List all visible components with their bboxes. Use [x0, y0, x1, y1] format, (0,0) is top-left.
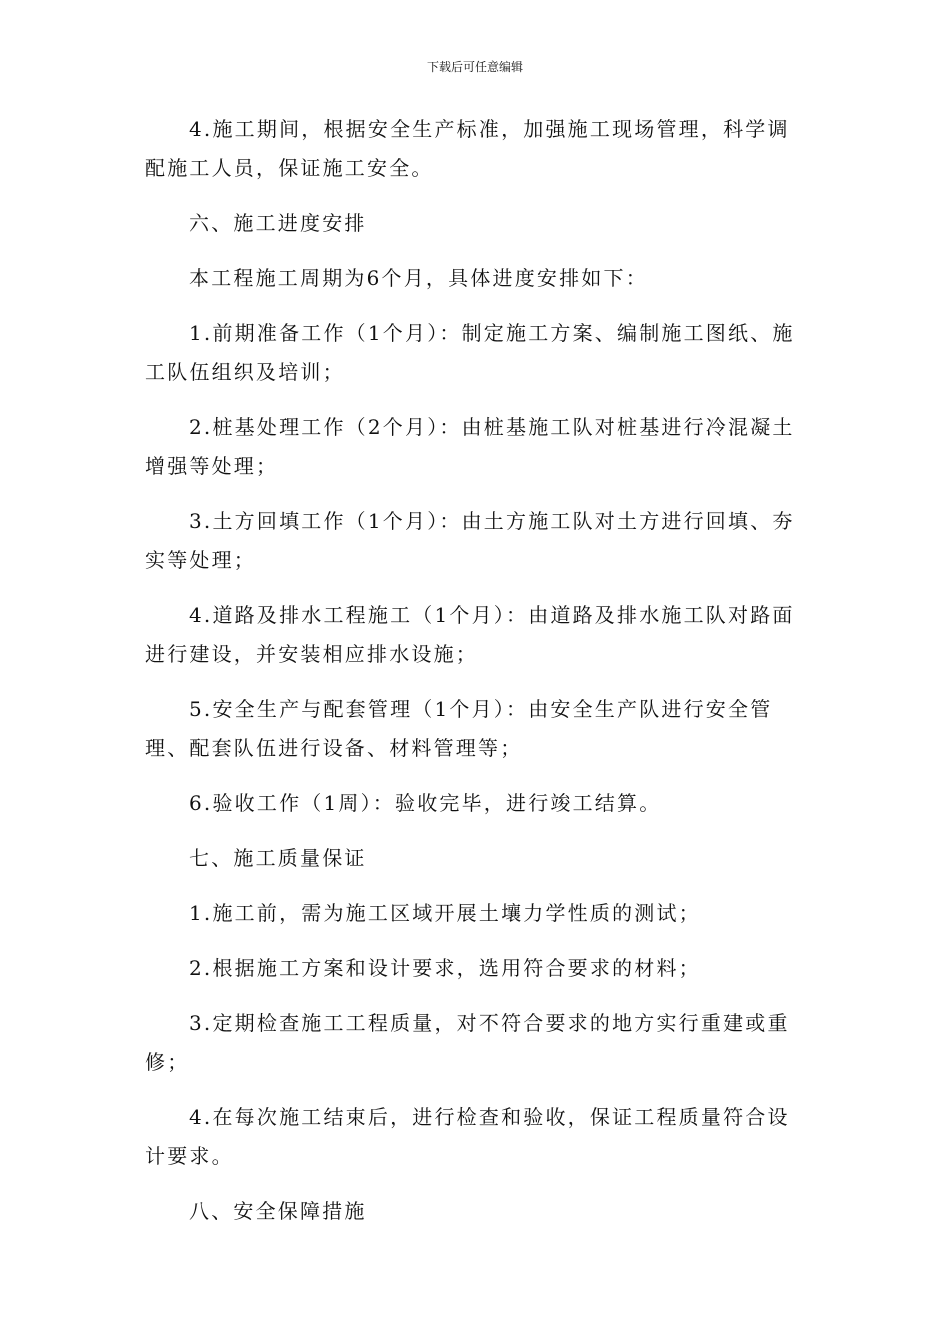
list-item-preparation: 1.前期准备工作（1个月）：制定施工方案、编制施工图纸、施工队伍组织及培训；	[145, 321, 795, 384]
section-heading-schedule: 六、施工进度安排	[189, 211, 367, 235]
list-item-soil-test: 1.施工前，需为施工区域开展土壤力学性质的测试；	[189, 901, 701, 925]
header-note: 下载后可任意编辑	[426, 60, 523, 74]
list-item-inspection: 3.定期检查施工工程质量，对不符合要求的地方实行重建或重修；	[145, 1011, 790, 1074]
paragraph-schedule-intro: 本工程施工周期为6个月，具体进度安排如下：	[189, 266, 648, 290]
list-item-safety-management: 5.安全生产与配套管理（1个月）：由安全生产队进行安全管理、配套队伍进行设备、材料管理等；	[145, 697, 773, 760]
list-item-final-check: 4.在每次施工结束后，进行检查和验收，保证工程质量符合设计要求。	[145, 1105, 790, 1168]
section-heading-quality: 七、施工质量保证	[189, 846, 367, 870]
paragraph-construction-safety: 4.施工期间，根据安全生产标准，加强施工现场管理，科学调配施工人员，保证施工安全。	[145, 117, 790, 180]
list-item-road-drainage: 4.道路及排水工程施工（1个月）：由道路及排水施工队对路面进行建设，并安装相应排水设施；	[145, 603, 795, 666]
list-item-acceptance: 6.验收工作（1周）：验收完毕，进行竣工结算。	[189, 791, 662, 815]
section-heading-safety: 八、安全保障措施	[189, 1199, 367, 1223]
list-item-earthwork: 3.土方回填工作（1个月）：由土方施工队对土方进行回填、夯实等处理；	[145, 509, 795, 572]
list-item-materials: 2.根据施工方案和设计要求，选用符合要求的材料；	[189, 956, 701, 980]
list-item-pile-foundation: 2.桩基处理工作（2个月）：由桩基施工队对桩基进行冷混凝土增强等处理；	[145, 415, 795, 478]
document-body	[145, 110, 795, 1247]
